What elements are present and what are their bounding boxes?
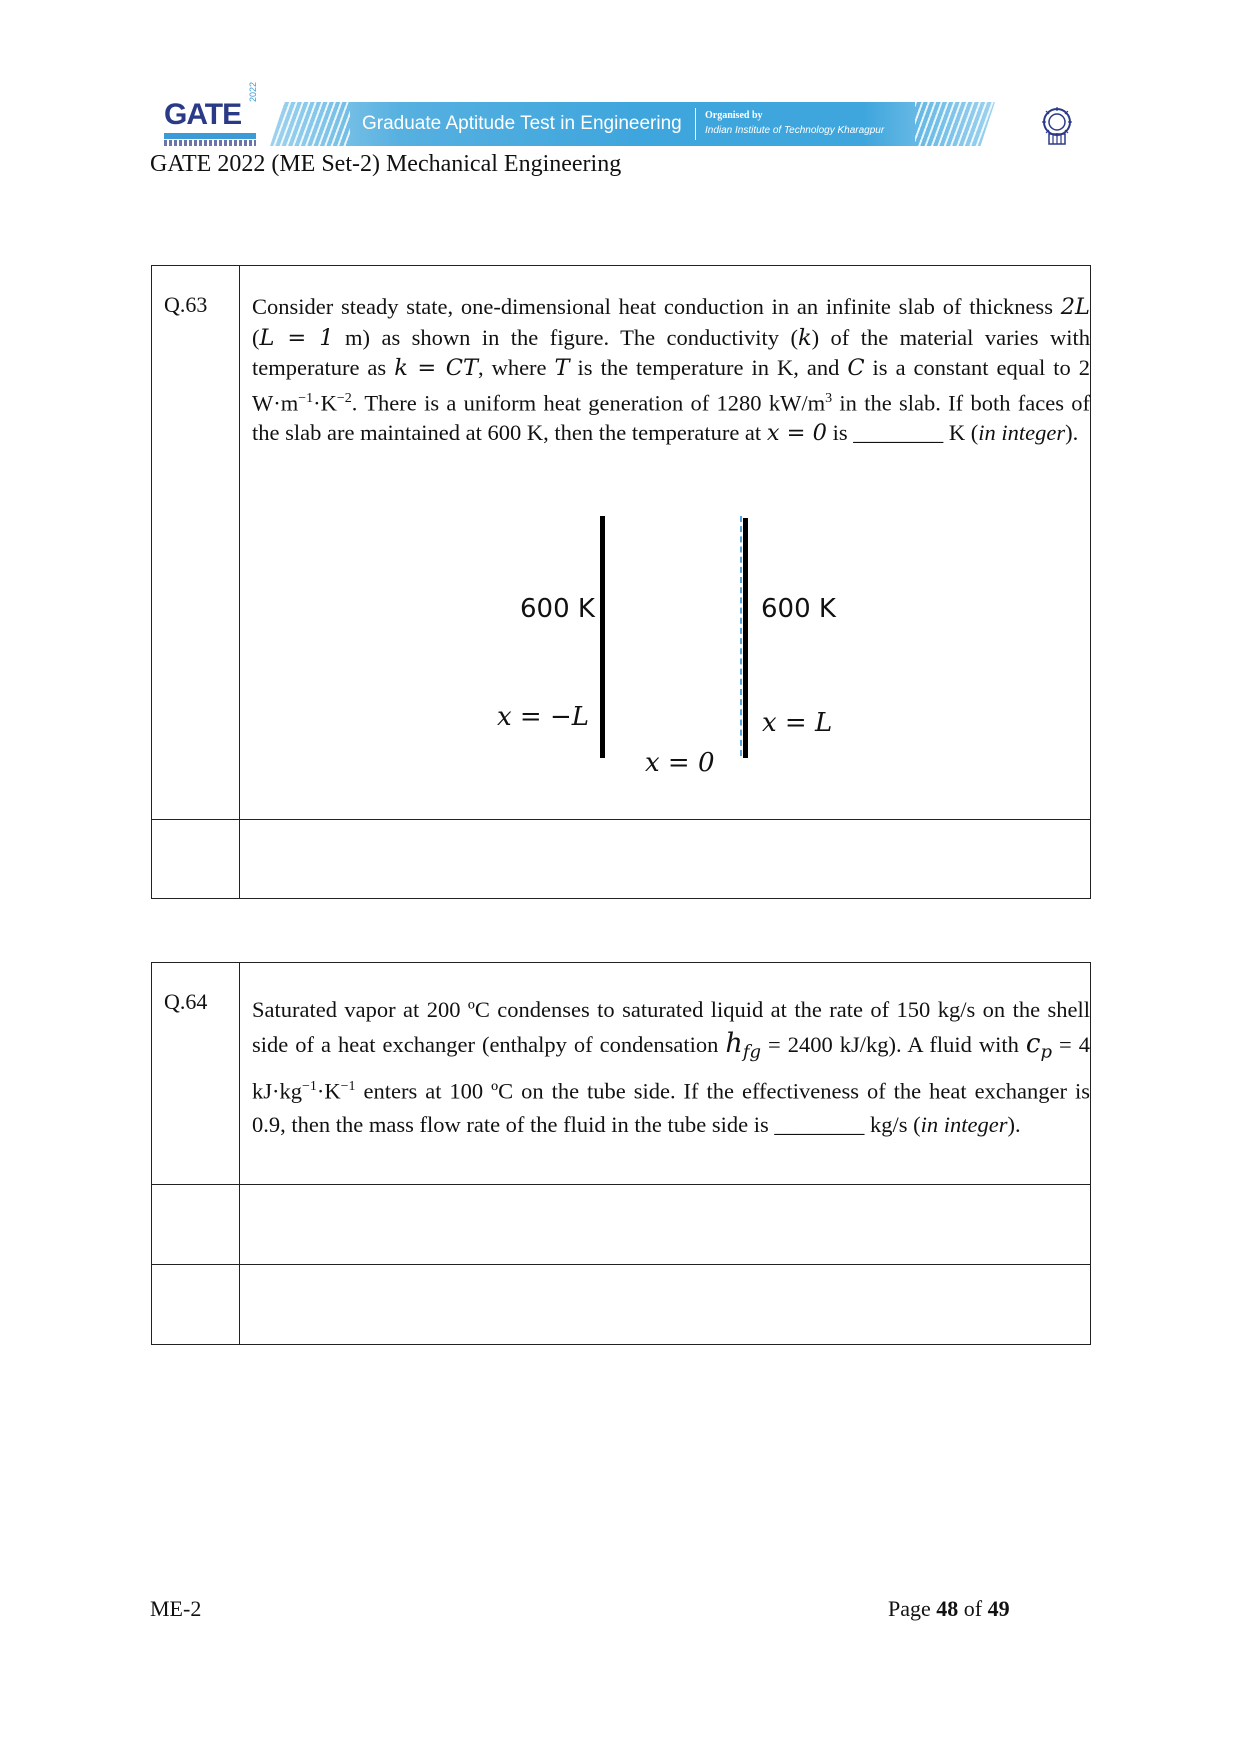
banner-stripes-left [270,102,350,146]
footer-paper-code: ME-2 [150,1596,202,1621]
gate-logo [160,81,260,152]
gate-logo-hindi-tagline [164,140,256,146]
gate-logo-text: GATE [164,98,242,131]
text-run: is the temperature in K, and [569,355,848,380]
question-text [252,993,1090,1142]
math-expression: L = 1 [259,324,334,351]
text-run: ) of the material varies with temperature as [252,324,1091,380]
row-divider [152,1184,1090,1185]
question-number: Q.64 [164,989,208,1014]
banner-organised-by: Organised by [705,110,763,121]
text-run: is a constant equal to 2 W·m [252,355,1091,415]
text-run: in the slab. If both faces of the slab are maintained at 600 K, then the temperature at [252,390,1091,445]
row-divider [152,819,1090,820]
right-position-label: x = L [762,708,833,738]
question-63-box [151,265,1091,899]
footer-page-current: 48 [936,1596,959,1621]
superscript: −2 [336,390,352,406]
text-run: enters at 100 ºC on the tube side. If the effectiveness of the heat exchanger is 0.9, then the mass flow rate of the fluid in the tube side is ________ kg/s ( [252,1078,1090,1137]
footer-page-number [888,1596,1010,1622]
gate-logo-tagline-bar [164,133,256,139]
text-run: ·K [313,390,337,415]
footer-page-prefix: Page [888,1596,937,1621]
footer-page-of: of [958,1596,988,1621]
column-divider [239,963,240,1344]
math-expression: x = 0 [766,419,827,446]
header-banner [160,81,1080,152]
math-expression: h [725,1028,743,1059]
banner-title: Graduate Aptitude Test in Engineering [362,113,682,134]
math-expression: k [797,324,812,351]
superscript: 3 [825,390,833,406]
subscript: p [1040,1041,1053,1063]
text-run: . There is a uniform heat generation of 1280 kW/m [351,390,826,415]
text-run: ). [1007,1112,1021,1137]
text-run: = 4 kJ·kg [252,1032,1090,1103]
left-temperature-label: 600 K [520,594,595,624]
banner-divider [695,108,696,140]
row-divider [152,1264,1090,1265]
text-run: is ________ K ( [826,419,979,445]
text-run: m) as shown in the figure. The conductivity ( [333,324,798,350]
banner-organiser: Indian Institute of Technology Kharagpur [705,125,885,136]
footer-page-total: 49 [987,1596,1010,1621]
right-temperature-label: 600 K [761,594,836,624]
text-run: ). [1065,419,1079,445]
math-expression: k = CT [394,355,478,381]
superscript: −1 [298,390,314,406]
banner-stripes-right [915,102,995,146]
left-position-label: x = −L [497,702,590,732]
centerline [740,516,742,756]
text-run: = 2400 kJ/kg). A fluid with [761,1032,1026,1057]
slab-figure [240,516,1090,806]
question-number: Q.63 [164,292,208,317]
text-run: Consider steady state, one-dimensional heat conduction in an infinite slab of thickness [252,294,1061,319]
document-title: GATE 2022 (ME Set-2) Mechanical Engineering [150,151,622,177]
iit-kharagpur-emblem-icon [1035,104,1079,148]
question-64-box [151,962,1091,1345]
text-run: ( [252,324,260,350]
gate-logo-year: 2022 [248,81,258,102]
question-text [252,292,1090,448]
subscript: fg [742,1041,761,1063]
italic-text: in integer [920,1112,1008,1137]
superscript: −1 [302,1078,317,1094]
math-expression: C [847,355,865,381]
italic-text: in integer [978,419,1066,445]
left-wall [600,516,605,758]
superscript: −1 [340,1078,356,1094]
math-expression: T [554,355,570,381]
center-position-label: x = 0 [645,748,715,778]
math-expression: c [1025,1029,1041,1059]
math-expression: 2L [1060,294,1090,320]
text-run: Saturated vapor at 200 ºC condenses to saturated liquid at the rate of 150 kg/s on the shell side of a heat exchanger (enthalpy of condensation [252,997,1090,1057]
text-run: ·K [316,1078,341,1103]
text-run: , where [477,355,555,380]
right-wall [743,518,748,758]
